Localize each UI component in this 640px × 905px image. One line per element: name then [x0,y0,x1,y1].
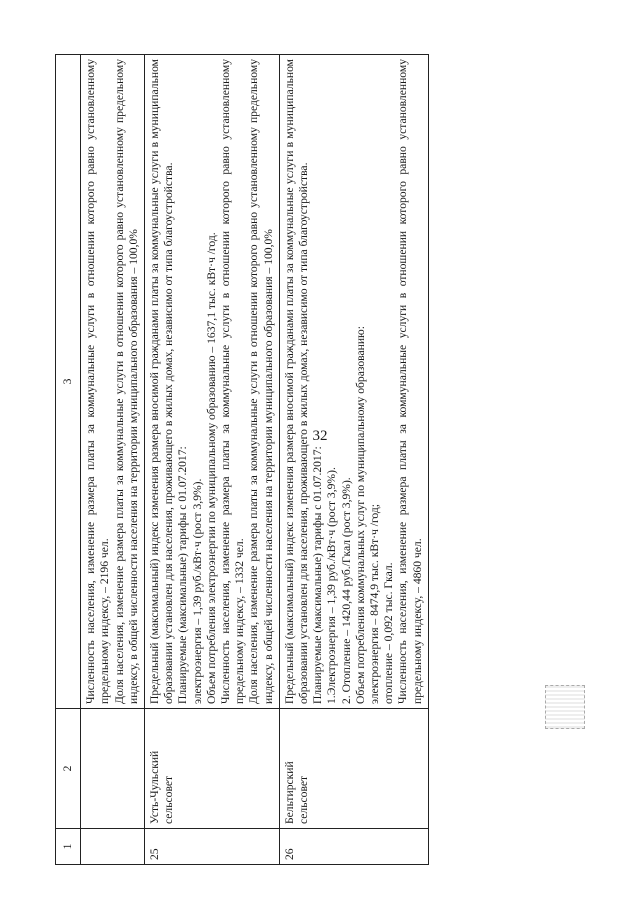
header-col-3: 3 [56,55,81,709]
description-line: Численность населения, изменение размера платы за коммунальные услуги в отношении которого равно установленному предельному индексу, – 1332 чел. [219,59,247,704]
table-header-row [56,55,81,865]
row-description [279,55,428,709]
description-line: Доля населения, изменение размера платы за коммунальные услуги в отношении которого равно установленному предельному индексу, в общей численности населения на территории муниципального образования – 100,0% [247,59,275,704]
continuation-line: Доля населения, изменение размера платы за коммунальные услуги в отношении которого равно установленному предельному индексу, в общей численности населения на территории муниципального образования – 100,0% [112,59,140,704]
scan-stamp-mark [545,685,585,729]
tariff-table [55,54,429,865]
page-number: 32 [312,428,328,444]
description-line: Планируемые (максимальные) тарифы с 01.07.2017: [311,446,325,704]
continuation-line: Численность населения, изменение размера платы за коммунальные услуги в отношении которого равно установленному предельному индексу, – 2196 чел. [84,59,112,704]
description-line: электроэнергия – 1,39 руб./кВт·ч (рост 3,9%). [190,478,204,704]
description-line: электроэнергия – 8474,9 тыс. кВт·ч /год; [368,503,382,704]
continuation-row [81,55,145,865]
continuation-num [81,829,145,865]
row-description [145,55,280,709]
row-number: 26 [279,829,428,865]
description-line: 2. Отопление – 1420,44 руб./Гкал (рост 3,9%). [339,477,353,704]
description-line: Предельный (максимальный) индекс изменения размера вносимой гражданами платы за коммунальные услуги в муниципальном образовании установлен для населения, проживающего в жилых домах, независимо от типа благоустройства. [282,59,311,704]
description-line: 1.Электроэнергия – 1,39 руб./кВт·ч (рост 3,9%). [325,467,339,704]
municipality-name: Усть-Чульский сельсовет [145,709,280,829]
description-line: Планируемые (максимальные) тарифы с 01.07.2017: [176,446,190,704]
header-col-2: 2 [56,709,81,829]
header-col-1: 1 [56,829,81,865]
table-row [279,55,428,865]
description-line: Объем потребления электроэнергии по муниципальному образованию – 1637,1 тыс. кВт·ч /год. [204,232,218,704]
description-line: Объем потребления коммунальных услуг по муниципальному образованию: [353,326,367,704]
rotated-table-container [55,55,585,865]
description-line: Численность населения, изменение размера платы за коммунальные услуги в отношении которого равно установленному предельному индексу, – 4860 чел. [396,59,424,704]
description-line: Предельный (максимальный) индекс изменения размера вносимой гражданами платы за коммунальные услуги в муниципальном образовании установлен для населения, проживающего в жилых домах, независимо от типа благоустройства. [148,59,176,704]
continuation-text [81,55,145,709]
continuation-name [81,709,145,829]
municipality-name: Бельтирский сельсовет [279,709,428,829]
table-row [145,55,280,865]
row-number: 25 [145,829,280,865]
description-line: отопление – 0,092 тыс. Гкал. [382,562,396,704]
